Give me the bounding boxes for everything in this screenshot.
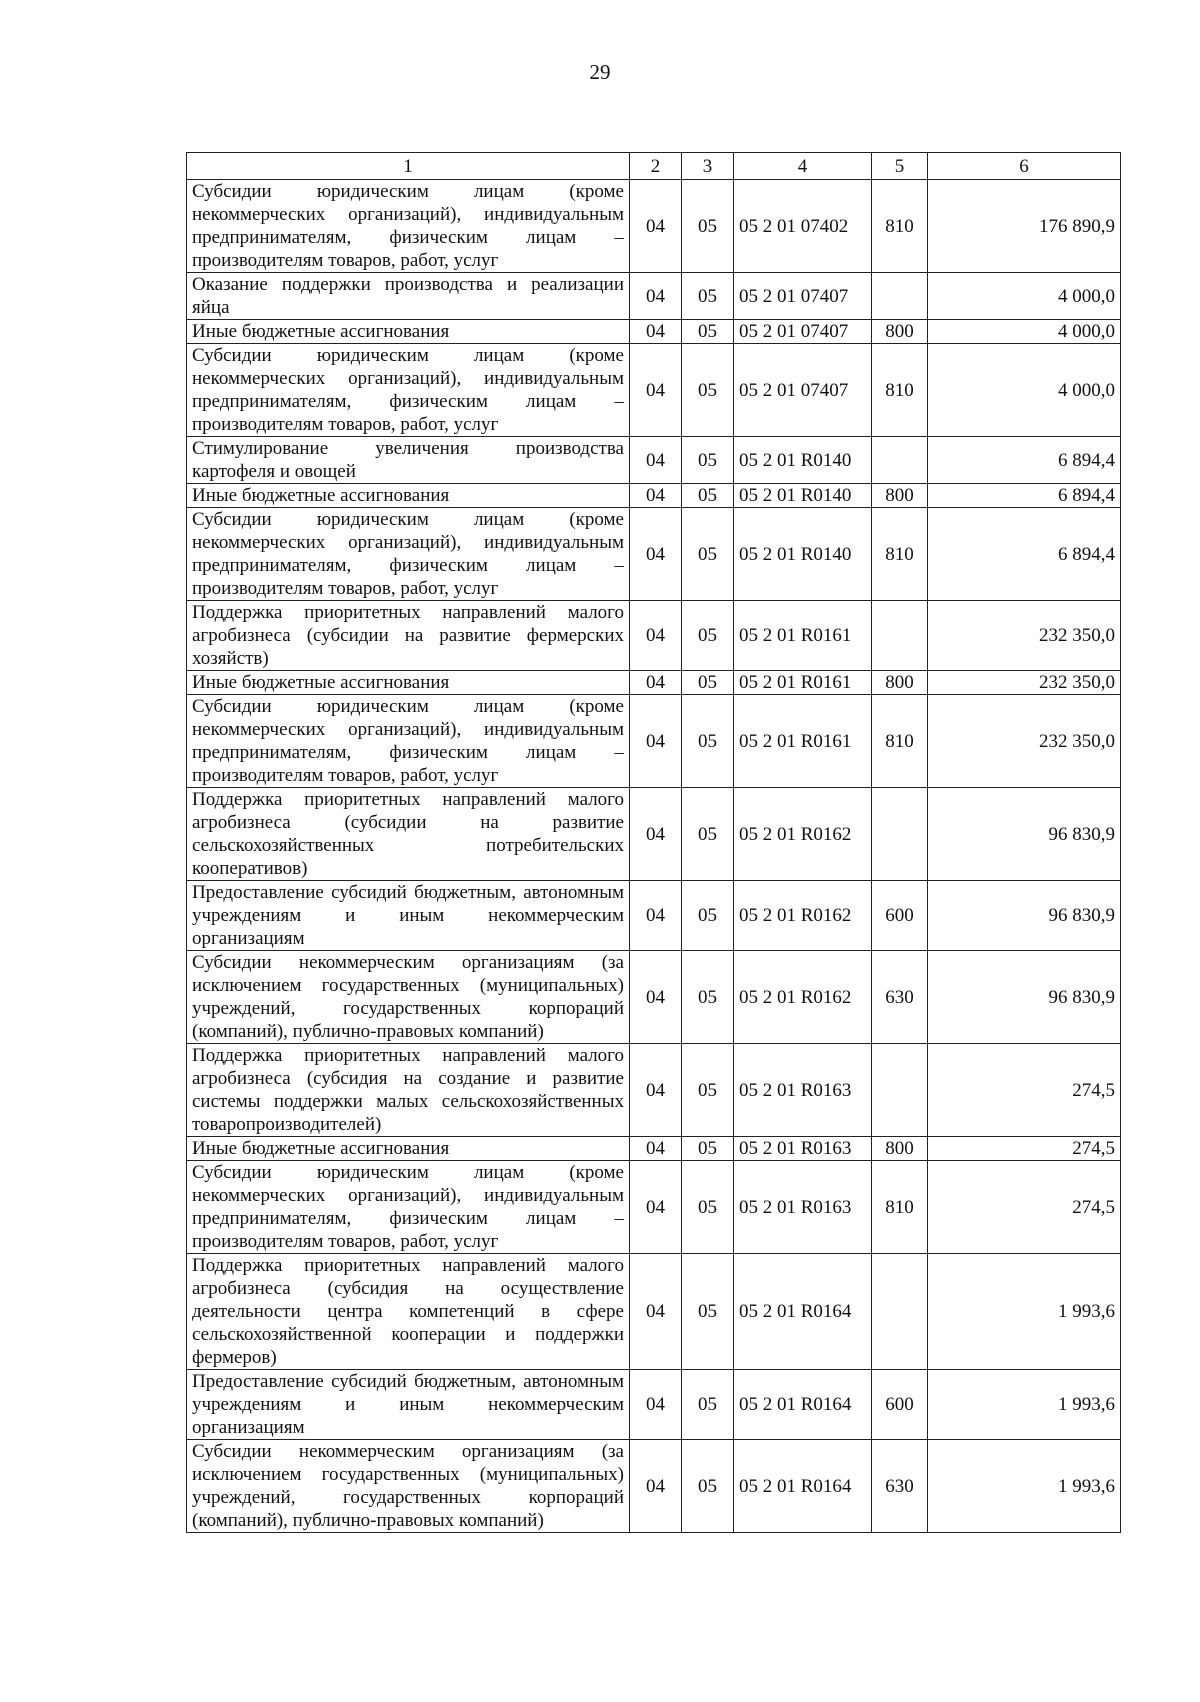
row-target-article: 05 2 01 R0140 <box>734 484 872 508</box>
row-amount: 1 993,6 <box>928 1440 1121 1533</box>
table-row <box>187 1137 1121 1161</box>
row-target-article: 05 2 01 R0162 <box>734 951 872 1044</box>
table-row <box>187 1161 1121 1254</box>
row-target-article: 05 2 01 R0161 <box>734 695 872 788</box>
row-subsection-code: 05 <box>682 180 734 273</box>
row-description: Субсидии юридическим лицам (кроме некоммерческих организаций), индивидуальным предпринимателям, физическим лицам – производителям товаров, работ, услуг <box>187 1161 630 1254</box>
row-expense-type: 810 <box>872 1161 928 1254</box>
row-amount: 274,5 <box>928 1044 1121 1137</box>
row-target-article: 05 2 01 R0140 <box>734 437 872 484</box>
row-subsection-code: 05 <box>682 788 734 881</box>
table-row <box>187 437 1121 484</box>
row-section-code: 04 <box>630 671 682 695</box>
row-description: Предоставление субсидий бюджетным, автономным учреждениям и иным некоммерческим организациям <box>187 881 630 951</box>
row-description: Поддержка приоритетных направлений малого агробизнеса (субсидии на развитие фермерских хозяйств) <box>187 601 630 671</box>
row-amount: 1 993,6 <box>928 1370 1121 1440</box>
table-row <box>187 508 1121 601</box>
row-subsection-code: 05 <box>682 671 734 695</box>
row-subsection-code: 05 <box>682 320 734 344</box>
row-amount: 6 894,4 <box>928 484 1121 508</box>
row-description: Стимулирование увеличения производства картофеля и овощей <box>187 437 630 484</box>
row-section-code: 04 <box>630 951 682 1044</box>
header-cell-3: 3 <box>682 153 734 180</box>
row-amount: 6 894,4 <box>928 437 1121 484</box>
row-description: Иные бюджетные ассигнования <box>187 320 630 344</box>
row-description: Поддержка приоритетных направлений малого агробизнеса (субсидия на осуществление деятельности центра компетенций в сфере сельскохозяйственной кооперации и поддержки фермеров) <box>187 1254 630 1370</box>
row-subsection-code: 05 <box>682 1161 734 1254</box>
table-row <box>187 951 1121 1044</box>
row-expense-type: 810 <box>872 344 928 437</box>
row-target-article: 05 2 01 R0164 <box>734 1440 872 1533</box>
row-subsection-code: 05 <box>682 273 734 320</box>
row-section-code: 04 <box>630 1044 682 1137</box>
row-description: Иные бюджетные ассигнования <box>187 484 630 508</box>
row-amount: 232 350,0 <box>928 671 1121 695</box>
row-expense-type <box>872 788 928 881</box>
row-subsection-code: 05 <box>682 1440 734 1533</box>
row-expense-type <box>872 437 928 484</box>
row-expense-type: 600 <box>872 881 928 951</box>
row-expense-type: 810 <box>872 508 928 601</box>
table-row <box>187 1254 1121 1370</box>
header-cell-6: 6 <box>928 153 1121 180</box>
row-target-article: 05 2 01 07407 <box>734 344 872 437</box>
row-section-code: 04 <box>630 273 682 320</box>
row-target-article: 05 2 01 R0164 <box>734 1370 872 1440</box>
table-row <box>187 601 1121 671</box>
row-subsection-code: 05 <box>682 881 734 951</box>
row-section-code: 04 <box>630 601 682 671</box>
row-description: Субсидии некоммерческим организациям (за исключением государственных (муниципальных) учреждений, государственных корпораций (компаний), публично-правовых компаний) <box>187 951 630 1044</box>
row-target-article: 05 2 01 R0140 <box>734 508 872 601</box>
header-cell-1: 1 <box>187 153 630 180</box>
row-description: Субсидии юридическим лицам (кроме некоммерческих организаций), индивидуальным предпринимателям, физическим лицам – производителям товаров, работ, услуг <box>187 344 630 437</box>
row-section-code: 04 <box>630 1370 682 1440</box>
row-description: Субсидии юридическим лицам (кроме некоммерческих организаций), индивидуальным предпринимателям, физическим лицам – производителям товаров, работ, услуг <box>187 508 630 601</box>
row-expense-type <box>872 1254 928 1370</box>
row-expense-type: 800 <box>872 1137 928 1161</box>
table-row <box>187 671 1121 695</box>
row-amount: 176 890,9 <box>928 180 1121 273</box>
table-body <box>187 180 1121 1533</box>
row-subsection-code: 05 <box>682 484 734 508</box>
row-amount: 96 830,9 <box>928 788 1121 881</box>
table-row <box>187 484 1121 508</box>
row-target-article: 05 2 01 R0162 <box>734 881 872 951</box>
table-row <box>187 344 1121 437</box>
row-subsection-code: 05 <box>682 1137 734 1161</box>
table-row <box>187 180 1121 273</box>
row-subsection-code: 05 <box>682 437 734 484</box>
page-number: 29 <box>589 60 611 84</box>
table-row <box>187 320 1121 344</box>
row-section-code: 04 <box>630 695 682 788</box>
row-section-code: 04 <box>630 1161 682 1254</box>
row-section-code: 04 <box>630 508 682 601</box>
table-row <box>187 1370 1121 1440</box>
header-cell-4: 4 <box>734 153 872 180</box>
row-description: Субсидии юридическим лицам (кроме некоммерческих организаций), индивидуальным предпринимателям, физическим лицам – производителям товаров, работ, услуг <box>187 180 630 273</box>
row-section-code: 04 <box>630 1254 682 1370</box>
row-section-code: 04 <box>630 881 682 951</box>
table-row <box>187 273 1121 320</box>
row-expense-type: 800 <box>872 320 928 344</box>
row-amount: 4 000,0 <box>928 344 1121 437</box>
row-expense-type: 600 <box>872 1370 928 1440</box>
table-row <box>187 695 1121 788</box>
row-amount: 274,5 <box>928 1161 1121 1254</box>
table-row <box>187 1044 1121 1137</box>
row-subsection-code: 05 <box>682 508 734 601</box>
row-section-code: 04 <box>630 344 682 437</box>
row-section-code: 04 <box>630 484 682 508</box>
row-description: Иные бюджетные ассигнования <box>187 671 630 695</box>
row-subsection-code: 05 <box>682 1370 734 1440</box>
row-description: Иные бюджетные ассигнования <box>187 1137 630 1161</box>
row-subsection-code: 05 <box>682 1044 734 1137</box>
row-amount: 4 000,0 <box>928 320 1121 344</box>
row-section-code: 04 <box>630 180 682 273</box>
row-expense-type: 810 <box>872 695 928 788</box>
row-target-article: 05 2 01 07407 <box>734 273 872 320</box>
row-section-code: 04 <box>630 1137 682 1161</box>
row-description: Предоставление субсидий бюджетным, автономным учреждениям и иным некоммерческим организациям <box>187 1370 630 1440</box>
row-amount: 232 350,0 <box>928 695 1121 788</box>
row-target-article: 05 2 01 R0161 <box>734 671 872 695</box>
row-amount: 1 993,6 <box>928 1254 1121 1370</box>
row-amount: 274,5 <box>928 1137 1121 1161</box>
table-row <box>187 788 1121 881</box>
row-target-article: 05 2 01 R0163 <box>734 1044 872 1137</box>
row-target-article: 05 2 01 R0161 <box>734 601 872 671</box>
budget-table <box>186 152 1121 1533</box>
row-description: Поддержка приоритетных направлений малого агробизнеса (субсидия на создание и развитие системы поддержки малых сельскохозяйственных товаропроизводителей) <box>187 1044 630 1137</box>
row-amount: 4 000,0 <box>928 273 1121 320</box>
row-subsection-code: 05 <box>682 344 734 437</box>
row-target-article: 05 2 01 R0164 <box>734 1254 872 1370</box>
row-section-code: 04 <box>630 320 682 344</box>
row-subsection-code: 05 <box>682 951 734 1044</box>
row-amount: 6 894,4 <box>928 508 1121 601</box>
header-cell-2: 2 <box>630 153 682 180</box>
header-cell-5: 5 <box>872 153 928 180</box>
row-amount: 232 350,0 <box>928 601 1121 671</box>
row-expense-type: 800 <box>872 671 928 695</box>
row-section-code: 04 <box>630 1440 682 1533</box>
row-amount: 96 830,9 <box>928 951 1121 1044</box>
row-description: Субсидии юридическим лицам (кроме некоммерческих организаций), индивидуальным предпринимателям, физическим лицам – производителям товаров, работ, услуг <box>187 695 630 788</box>
row-section-code: 04 <box>630 788 682 881</box>
row-expense-type: 630 <box>872 1440 928 1533</box>
table-header-row <box>187 153 1121 180</box>
row-description: Оказание поддержки производства и реализации яйца <box>187 273 630 320</box>
row-subsection-code: 05 <box>682 695 734 788</box>
table-row <box>187 881 1121 951</box>
row-description: Поддержка приоритетных направлений малого агробизнеса (субсидии на развитие сельскохозяйственных потребительских кооперативов) <box>187 788 630 881</box>
row-expense-type: 810 <box>872 180 928 273</box>
row-subsection-code: 05 <box>682 601 734 671</box>
row-target-article: 05 2 01 R0163 <box>734 1161 872 1254</box>
row-target-article: 05 2 01 R0163 <box>734 1137 872 1161</box>
row-expense-type <box>872 1044 928 1137</box>
row-amount: 96 830,9 <box>928 881 1121 951</box>
row-section-code: 04 <box>630 437 682 484</box>
row-expense-type <box>872 273 928 320</box>
row-expense-type: 630 <box>872 951 928 1044</box>
table-row <box>187 1440 1121 1533</box>
row-expense-type <box>872 601 928 671</box>
row-target-article: 05 2 01 07402 <box>734 180 872 273</box>
row-expense-type: 800 <box>872 484 928 508</box>
row-target-article: 05 2 01 07407 <box>734 320 872 344</box>
row-description: Субсидии некоммерческим организациям (за исключением государственных (муниципальных) учреждений, государственных корпораций (компаний), публично-правовых компаний) <box>187 1440 630 1533</box>
row-subsection-code: 05 <box>682 1254 734 1370</box>
row-target-article: 05 2 01 R0162 <box>734 788 872 881</box>
